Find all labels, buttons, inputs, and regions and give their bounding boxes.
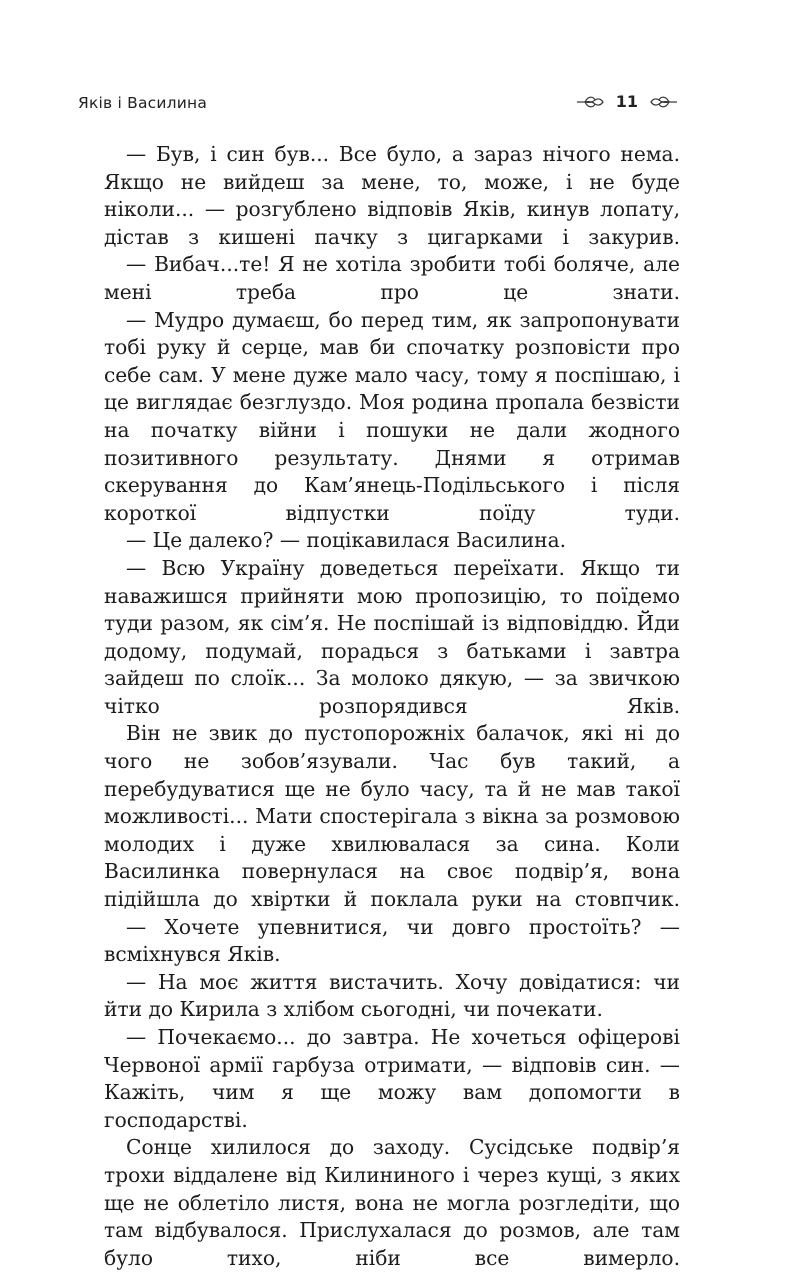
paragraph: Він не звик до пустопорожніх балачок, які ні до чого не зобов’язували. Час був такий, а перебудуватися ще не було часу, та й не мав такої можливості... Мати спостерігала з вікна за розмовою молодих і дуже хвилювалася за сина. Коли Василинка повернулася на своє подвір’я, вона підійшла до хвіртки й поклала руки на стовпчик. xyxy=(104,721,680,912)
paragraph: — Хочете упевнитися, чи довго простоїть? — всміхнувся Яків. xyxy=(104,914,680,967)
leaf-ornament-icon xyxy=(576,95,604,109)
paragraph: — Мудро думаєш, бо перед тим, як запропонувати тобі руку й серце, мав би спочатку розповісти про себе сам. У мене дуже мало часу, тому я поспішаю, і це виглядає безглуздо. Моя родина пропала безвісти на початку війни і пошуки не дали жодного позитивного результату. Днями я отримав скерування до Кам’янець-Подільського і після короткої відпустки поїду туди. xyxy=(104,307,680,525)
paragraph: — Всю Україну доведеться переїхати. Якщо ти наважишся прийняти мою пропозицію, то поїдемо туди разом, як сім’я. Не поспішай із відповіддю. Йди додому, подумай, порадься з батьками і завтра зайдеш по слоїк... За молоко дякую, — за звичкою чітко розпорядився Яків. xyxy=(104,555,680,718)
leaf-ornament-icon xyxy=(650,95,678,109)
page-number-group xyxy=(576,92,678,111)
paragraph: — Це далеко? — поцікавилася Василина. xyxy=(126,528,567,553)
paragraph: — Вибач...те! Я не хотіла зробити тобі боляче, але мені треба про це знати. xyxy=(104,252,680,304)
paragraph: — На моє життя вистачить. Хочу довідатися: чи йти до Кирила з хлібом сьогодні, чи почекати. xyxy=(104,969,680,1022)
paragraph: — Почекаємо... до завтра. Не хочеться офіцерові Червоної армії гарбуза отримати, — відповів син. — Кажіть, чим я ще можу вам допомогти в господарстві. xyxy=(104,1025,680,1132)
running-head xyxy=(78,92,678,118)
paragraph: Сонце хилилося до заходу. Сусідське подвір’я трохи віддалене від Килининого і через кущі, з яких ще не облетіло листя, вона не могла розгледіти, що там відбувалося. Прислухалася до розмов, але там було тихо, ніби все вимерло. xyxy=(104,1135,680,1270)
page-number: 11 xyxy=(615,92,638,111)
body-text xyxy=(104,141,680,1272)
book-title: Яків і Василина xyxy=(78,94,208,112)
paragraph: — Був, і син був... Все було, а зараз нічого нема. Якщо не вийдеш за мене, то, може, і не буде ніколи... — розгублено відповів Яків, кинув лопату, дістав з кишені пачку з цигарками і закурив. xyxy=(104,142,680,249)
